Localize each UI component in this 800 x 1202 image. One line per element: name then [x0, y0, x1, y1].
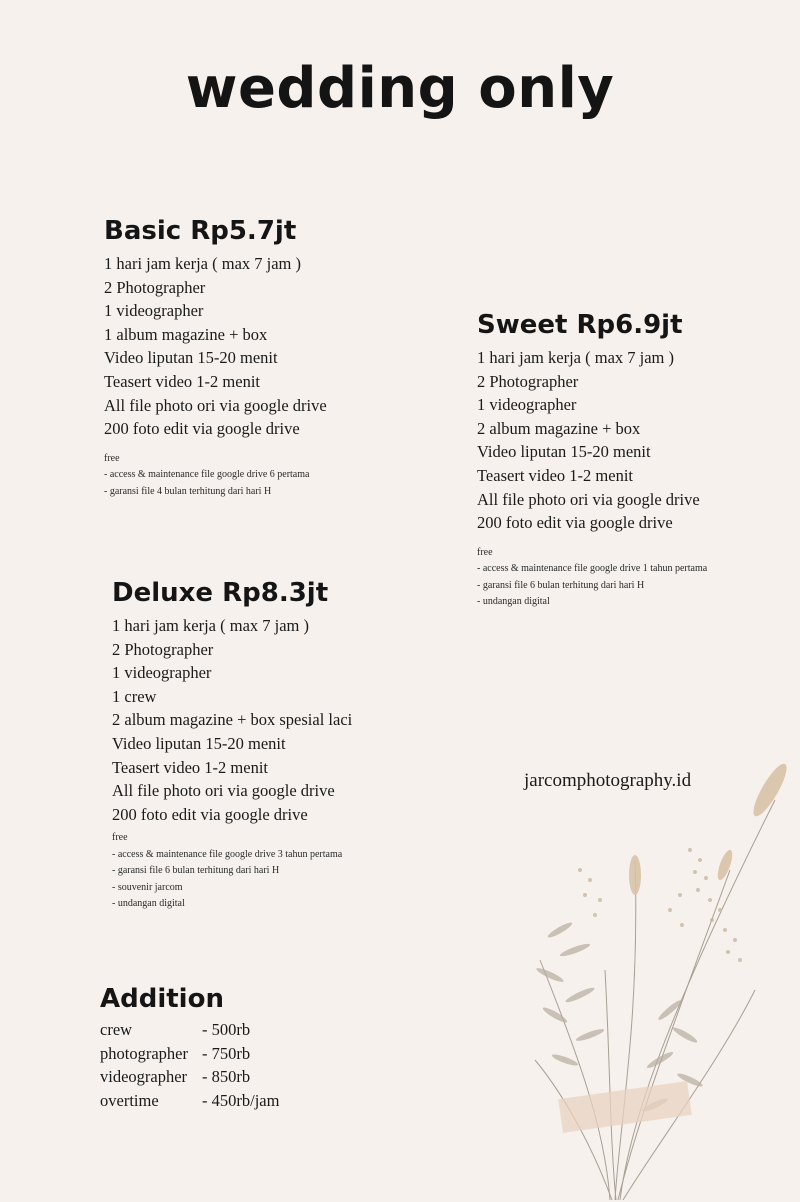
feature-item: 1 crew — [112, 686, 157, 706]
free-item: - garansi file 6 bulan terhitung dari hari H — [112, 865, 280, 877]
addition-row — [100, 1042, 279, 1066]
feature-list — [477, 346, 707, 535]
free-list — [112, 847, 352, 913]
package-sweet — [477, 310, 707, 611]
feature-item: Teasert video 1-2 menit — [477, 465, 634, 485]
free-item: - access & maintenance file google drive 1 tahun pertama — [477, 563, 708, 575]
free-list — [477, 561, 707, 611]
addition-item-price: - 750rb — [202, 1043, 251, 1063]
free-item: - access & maintenance file google drive 6 pertama — [104, 469, 310, 481]
feature-list — [104, 252, 327, 441]
feature-list — [112, 614, 352, 826]
feature-item: 1 hari jam kerja ( max 7 jam ) — [477, 348, 675, 367]
package-basic — [104, 216, 327, 500]
website-url: jarcomphotography.id — [524, 770, 692, 791]
addition-item-price: - 450rb/jam — [202, 1090, 280, 1110]
feature-item: 2 Photographer — [104, 277, 206, 297]
addition-item-price: - 850rb — [202, 1067, 251, 1087]
feature-item: 1 videographer — [104, 301, 204, 321]
free-item: - garansi file 4 bulan terhitung dari hari H — [104, 485, 272, 497]
addition-item-name: videographer — [100, 1067, 188, 1087]
feature-item: Video liputan 15-20 menit — [104, 348, 278, 368]
feature-item: Teasert video 1-2 menit — [112, 757, 269, 777]
addition-row — [100, 1065, 279, 1089]
feature-item: 2 Photographer — [477, 371, 579, 391]
feature-item: Video liputan 15-20 menit — [112, 733, 286, 753]
addition-section — [100, 984, 279, 1112]
feature-item: 2 Photographer — [112, 639, 214, 659]
feature-item: All file photo ori via google drive — [112, 781, 335, 801]
feature-item: 200 foto edit via google drive — [112, 804, 308, 824]
feature-item: 2 album magazine + box — [477, 418, 641, 438]
addition-row — [100, 1018, 279, 1042]
free-item: - undangan digital — [112, 898, 185, 910]
package-title: Deluxe Rp8.3jt — [112, 578, 329, 608]
addition-item-name: crew — [100, 1020, 133, 1039]
feature-item: All file photo ori via google drive — [104, 395, 327, 415]
free-item: - souvenir jarcom — [112, 881, 183, 893]
feature-item: 200 foto edit via google drive — [104, 419, 300, 439]
feature-item: 2 album magazine + box spesial laci — [112, 710, 353, 730]
addition-row — [100, 1089, 279, 1113]
free-label: free — [477, 546, 493, 558]
feature-item: 1 hari jam kerja ( max 7 jam ) — [104, 254, 302, 273]
feature-item: Video liputan 15-20 menit — [477, 442, 651, 462]
feature-item: 1 hari jam kerja ( max 7 jam ) — [112, 616, 310, 635]
free-bonus — [104, 451, 327, 501]
package-title: Sweet Rp6.9jt — [477, 310, 683, 340]
feature-item: 1 videographer — [477, 395, 577, 415]
feature-item: 1 album magazine + box — [104, 324, 268, 344]
free-item: - garansi file 6 bulan terhitung dari hari H — [477, 579, 645, 591]
free-label: free — [112, 832, 128, 844]
package-title: Basic Rp5.7jt — [104, 216, 297, 246]
addition-item-name: photographer — [100, 1043, 188, 1063]
free-bonus — [112, 830, 352, 913]
feature-item: Teasert video 1-2 menit — [104, 371, 261, 391]
free-label: free — [104, 452, 120, 464]
addition-title: Addition — [100, 984, 224, 1014]
free-list — [104, 467, 327, 500]
feature-item: 1 videographer — [112, 663, 212, 683]
page-title: wedding only — [185, 56, 615, 121]
free-item: - undangan digital — [477, 596, 550, 608]
floral-decoration-illustration — [520, 760, 800, 1202]
addition-item-price: - 500rb — [202, 1020, 251, 1039]
free-bonus — [477, 545, 707, 611]
package-deluxe — [112, 578, 352, 913]
free-item: - access & maintenance file google drive 3 tahun pertama — [112, 848, 343, 860]
addition-item-name: overtime — [100, 1090, 159, 1110]
feature-item: 200 foto edit via google drive — [477, 513, 673, 533]
feature-item: All file photo ori via google drive — [477, 489, 700, 509]
